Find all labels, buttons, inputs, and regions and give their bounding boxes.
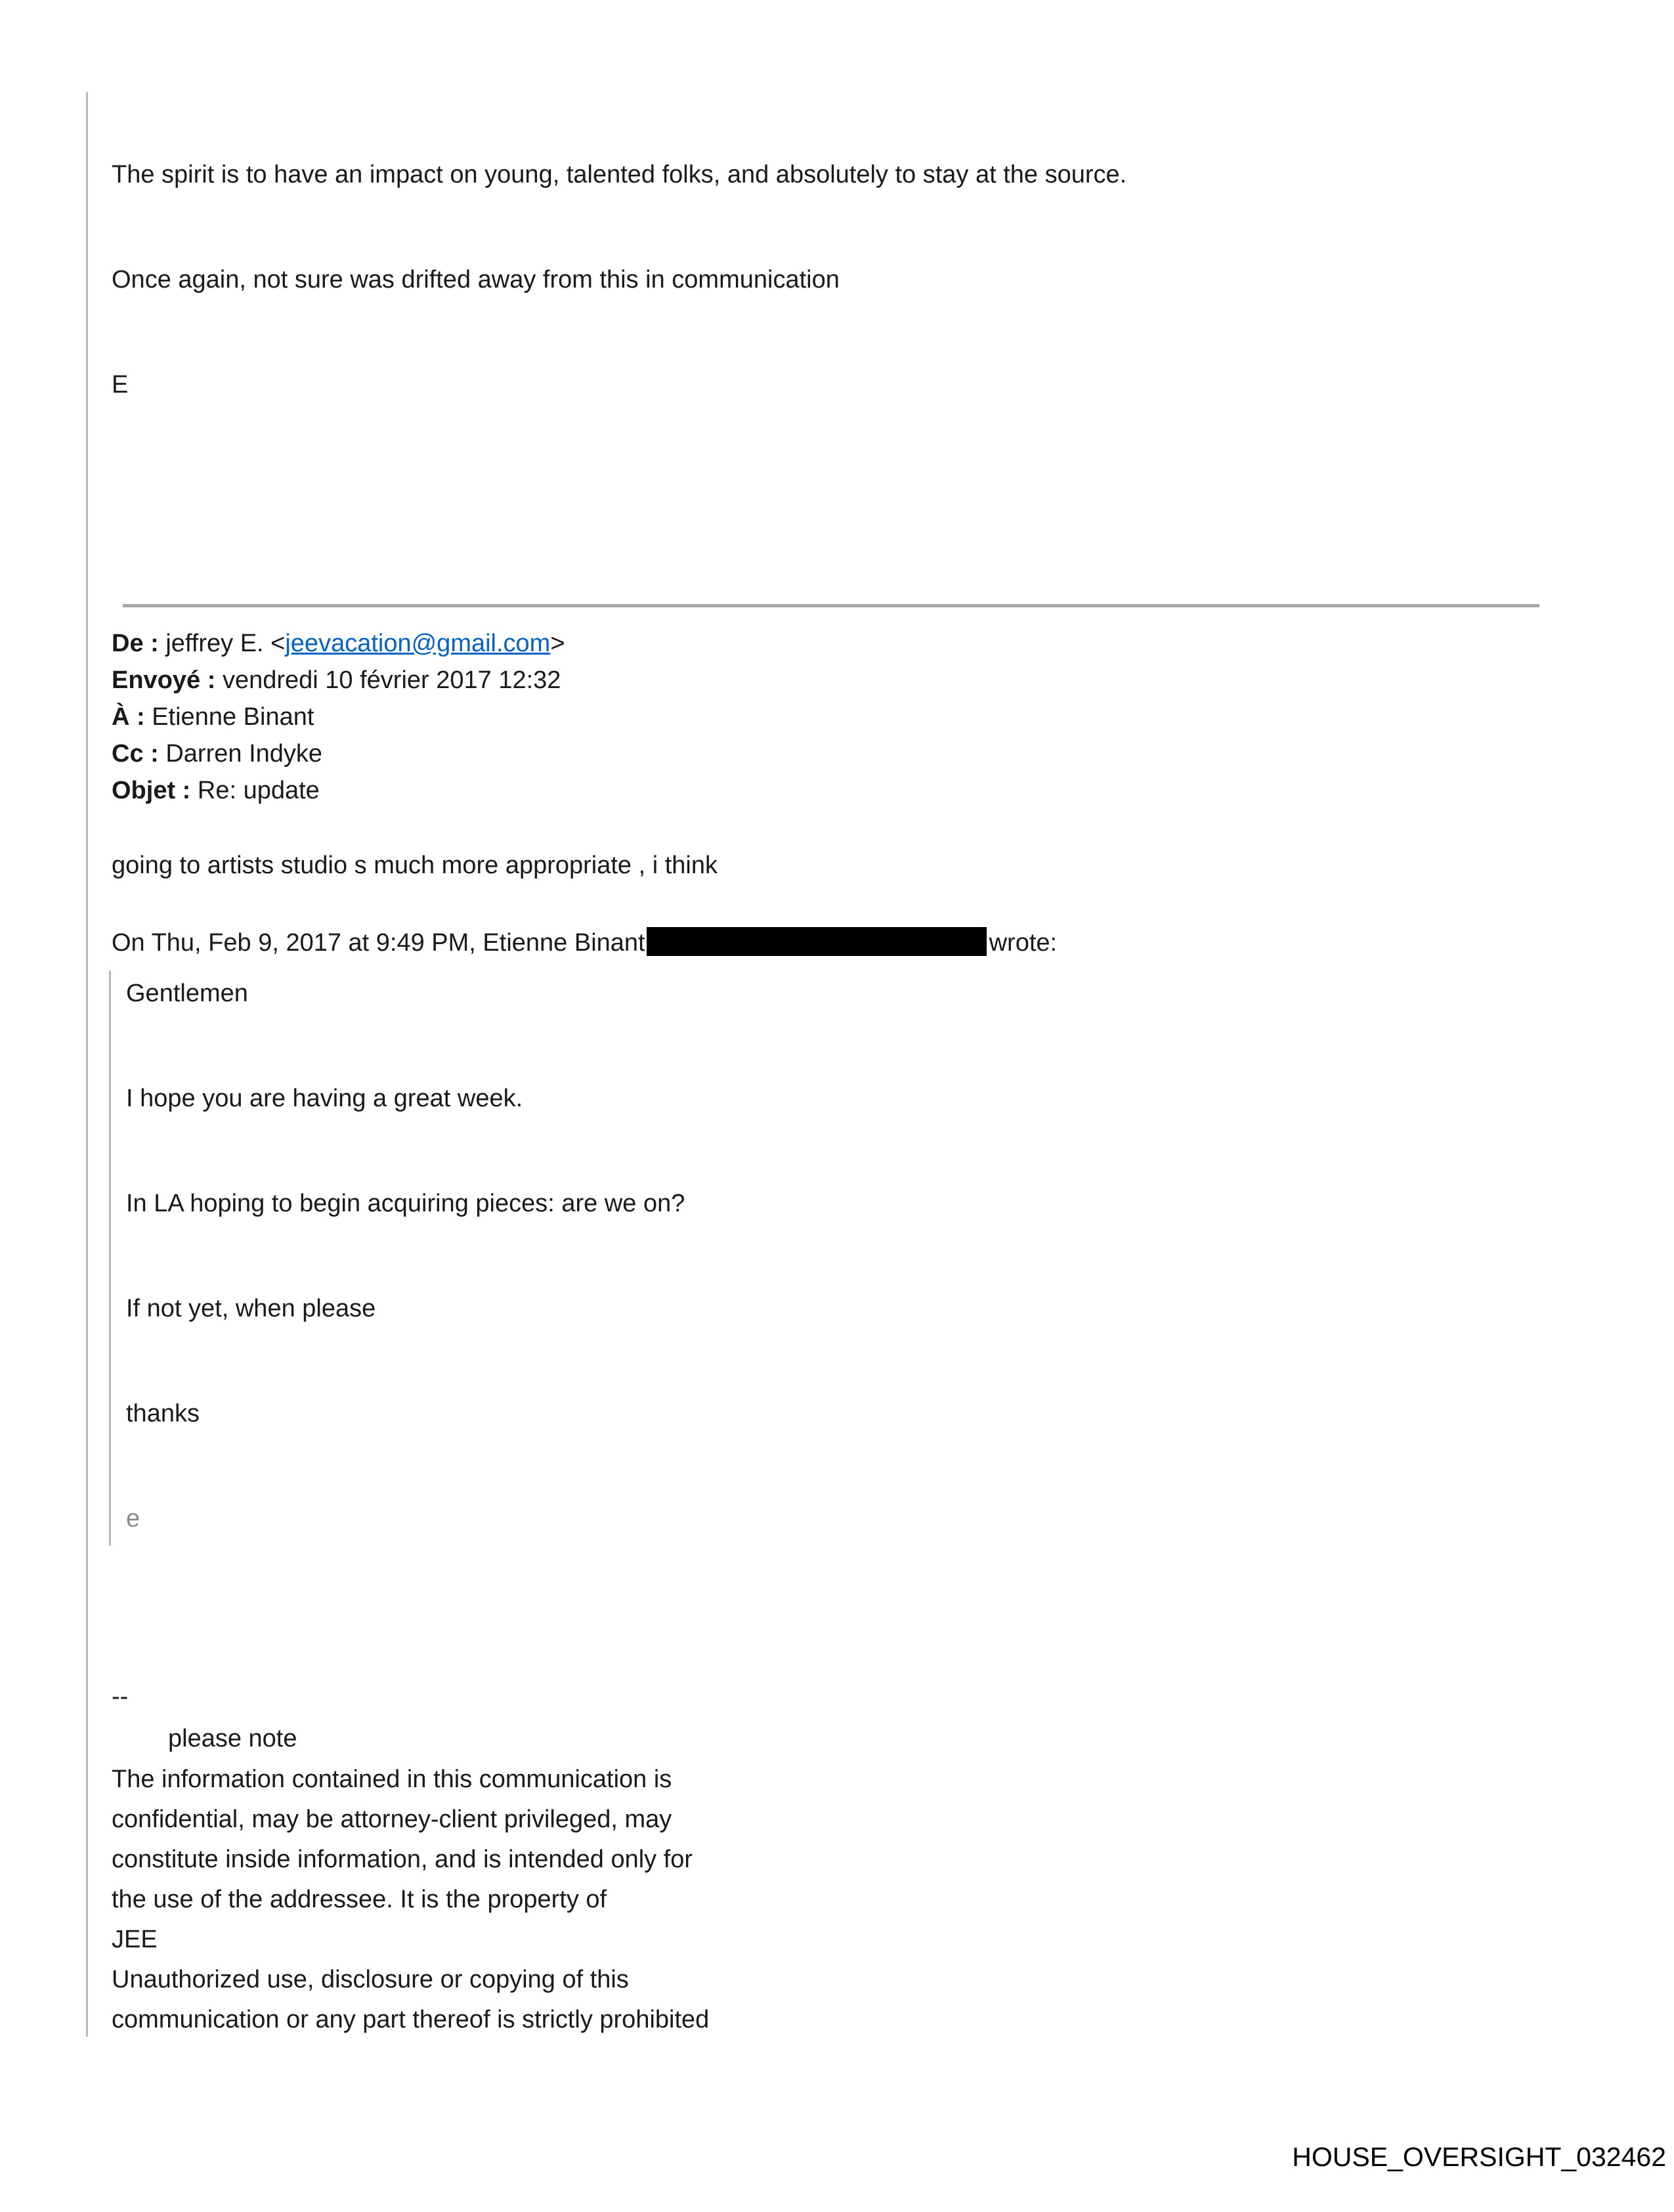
- quoted-line: thanks: [126, 1400, 200, 1427]
- top-message: [112, 156, 1490, 471]
- sent-value: vendredi 10 février 2017 12:32: [215, 666, 561, 694]
- quote-intro-pre: On Thu, Feb 9, 2017 at 9:49 PM, Etienne Binant: [112, 929, 645, 957]
- top-message-line-1: The spirit is to have an impact on young, talented folks, and absolutely to stay at the source.: [112, 161, 1127, 188]
- quoted-signature: e: [126, 1505, 140, 1532]
- from-label: De :: [112, 630, 159, 657]
- disclaimer-line: Unauthorized use, disclosure or copying of this: [112, 1966, 629, 1993]
- from-name: jeffrey E. <: [158, 630, 286, 657]
- mail-header: [112, 625, 1490, 809]
- header-from-row: [112, 625, 1490, 662]
- quoted-line: In LA hoping to begin acquiring pieces: are we on?: [126, 1190, 685, 1217]
- signature-footer: [112, 1678, 1031, 2040]
- quote-intro-post: wrote:: [989, 929, 1058, 957]
- quoted-line: I hope you are having a great week.: [126, 1085, 523, 1112]
- reply-body: going to artists studio s much more appropriate , i think: [112, 852, 718, 879]
- disclaimer-line: the use of the addressee. It is the property of: [112, 1886, 607, 1913]
- quoted-message: [126, 975, 1505, 1605]
- header-sent-row: [112, 662, 1490, 699]
- subject-label: Objet :: [112, 777, 191, 804]
- disclaimer-line: JEE: [112, 1926, 158, 1953]
- confidentiality-disclaimer: [112, 1760, 1031, 2040]
- to-label: À :: [112, 703, 145, 731]
- quoted-line: Gentlemen: [126, 980, 248, 1007]
- cc-value: Darren Indyke: [158, 740, 323, 768]
- from-email-link[interactable]: jeevacation@gmail.com: [285, 630, 551, 657]
- disclaimer-line: confidential, may be attorney-client privileged, may: [112, 1806, 672, 1833]
- cc-label: Cc :: [112, 740, 159, 768]
- subject-value: Re: update: [190, 777, 320, 804]
- quote-intro: [112, 924, 1621, 961]
- disclaimer-line: communication or any part thereof is strictly prohibited: [112, 2006, 710, 2033]
- header-divider-line: [123, 604, 1539, 607]
- top-message-line-2: Once again, not sure was drifted away from this in communication: [112, 266, 840, 293]
- signature-dashes: --: [112, 1683, 129, 1710]
- bates-number: HOUSE_OVERSIGHT_032462: [1292, 2142, 1666, 2172]
- redaction-bar: [647, 927, 987, 956]
- quoted-line: If not yet, when please: [126, 1295, 376, 1322]
- to-value: Etienne Binant: [144, 703, 314, 731]
- disclaimer-line: The information contained in this communication is: [112, 1766, 672, 1793]
- from-close: >: [550, 630, 565, 657]
- please-note: please note: [168, 1725, 297, 1752]
- sent-label: Envoyé :: [112, 666, 216, 694]
- inner-quote-rail: [109, 970, 111, 1546]
- outer-quote-rail: [86, 92, 88, 2037]
- top-message-signature: E: [112, 371, 129, 399]
- disclaimer-line: constitute inside information, and is intended only for: [112, 1846, 693, 1873]
- header-subject-row: [112, 772, 1490, 809]
- header-cc-row: [112, 735, 1490, 772]
- header-to-row: [112, 699, 1490, 735]
